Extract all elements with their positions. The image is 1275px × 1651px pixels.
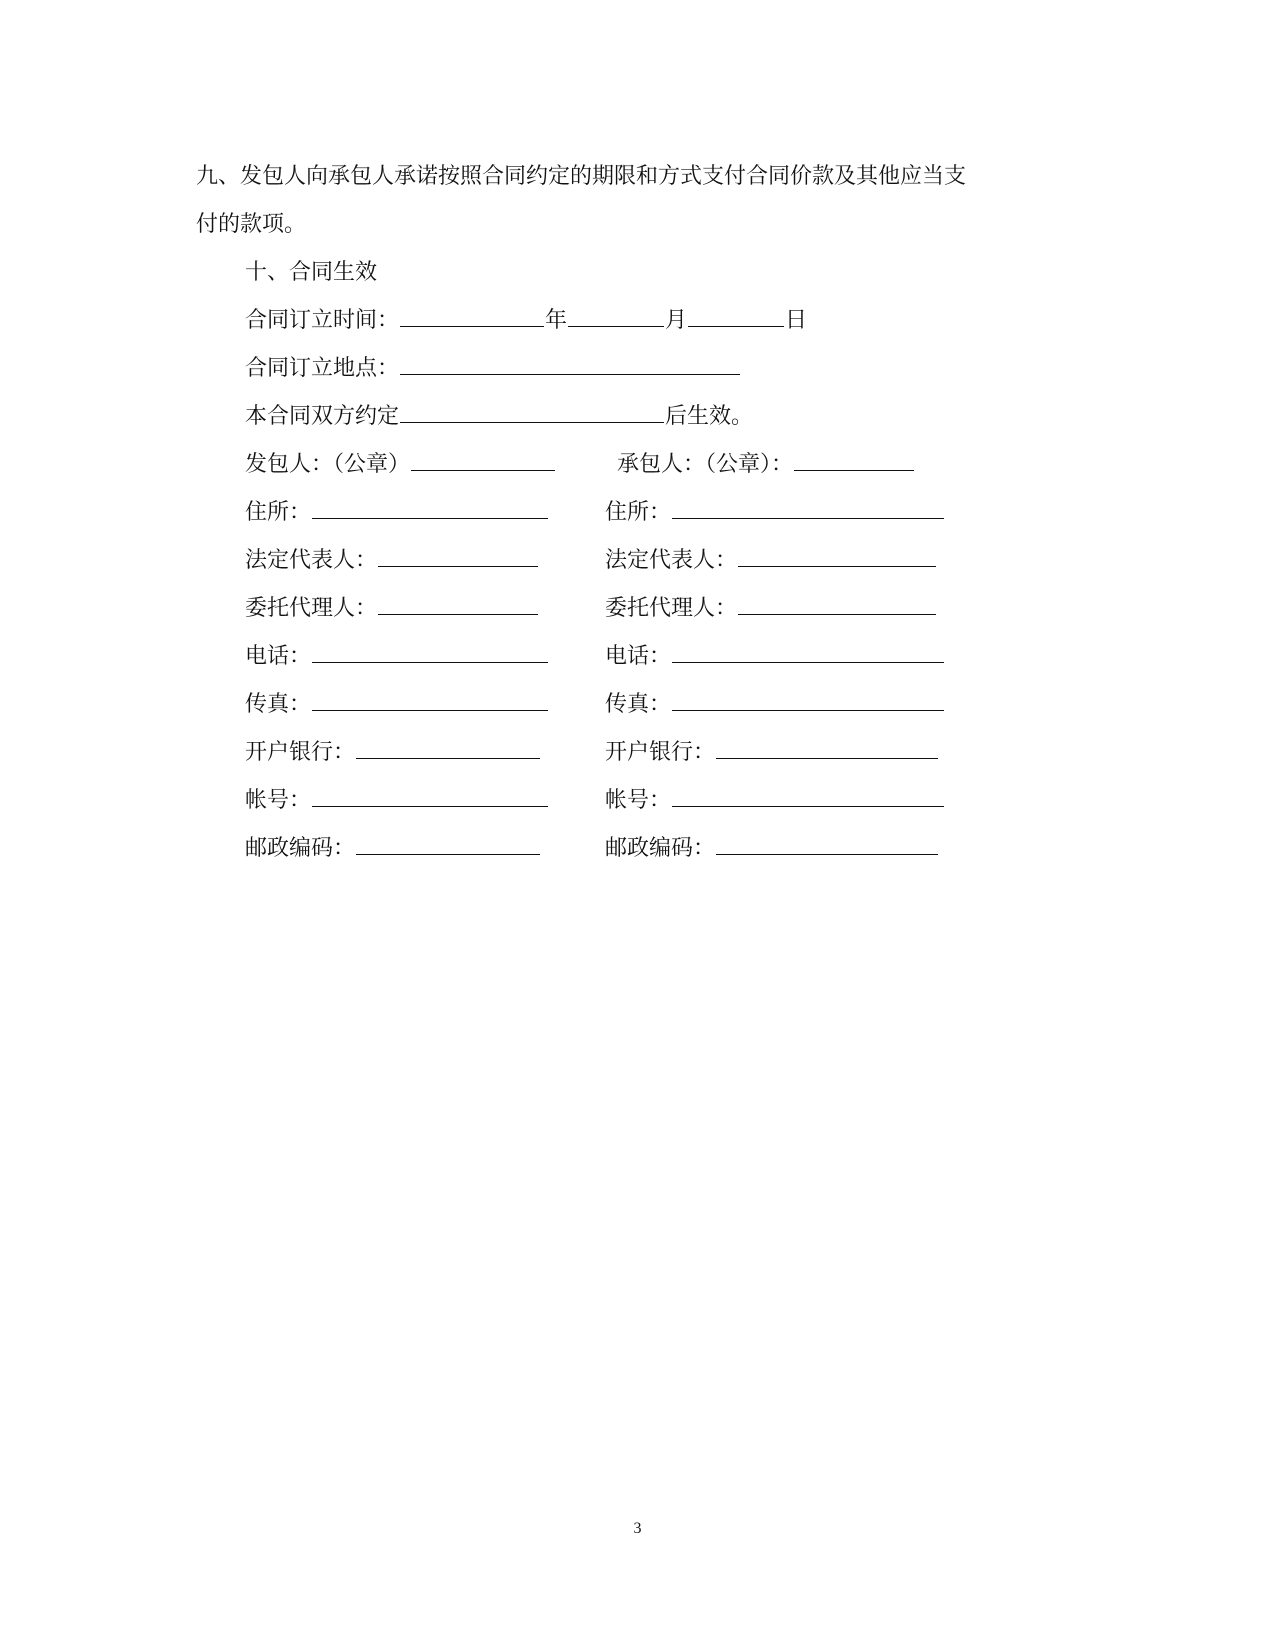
- contractor-postcode-blank[interactable]: [716, 836, 938, 855]
- contractor-agent-label: 委托代理人：: [605, 596, 738, 621]
- clause-9-line-1: 九、发包人向承包人承诺按照合同约定的期限和方式支付合同价款及其他应当支: [196, 164, 967, 189]
- employer-seal-row: [245, 450, 556, 480]
- contract-date-row: [245, 306, 807, 336]
- contract-effect-prefix: 本合同双方约定: [245, 404, 400, 429]
- employer-address-blank[interactable]: [312, 500, 548, 519]
- employer-legal-rep-label: 法定代表人：: [245, 548, 378, 573]
- contractor-legal-rep-blank[interactable]: [738, 548, 936, 567]
- clause-10-heading: 十、合同生效: [245, 260, 378, 285]
- employer-legal-rep-blank[interactable]: [378, 548, 538, 567]
- contractor-address-row: [605, 498, 945, 528]
- contract-place-row: [245, 354, 741, 384]
- employer-legal-rep-row: [245, 546, 539, 576]
- employer-account-row: [245, 786, 549, 816]
- contractor-seal-row: [617, 450, 915, 480]
- contract-place-blank[interactable]: [400, 356, 740, 375]
- employer-bank-blank[interactable]: [356, 740, 540, 759]
- contractor-fax-label: 传真：: [605, 692, 672, 717]
- contractor-fax-blank[interactable]: [672, 692, 944, 711]
- employer-postcode-label: 邮政编码：: [245, 836, 356, 861]
- employer-agent-blank[interactable]: [378, 596, 538, 615]
- contractor-postcode-label: 邮政编码：: [605, 836, 716, 861]
- contractor-address-blank[interactable]: [672, 500, 944, 519]
- month-blank[interactable]: [568, 308, 664, 327]
- contractor-account-blank[interactable]: [672, 788, 944, 807]
- employer-agent-label: 委托代理人：: [245, 596, 378, 621]
- employer-bank-row: [245, 738, 541, 768]
- contract-effect-blank[interactable]: [400, 404, 664, 423]
- contract-effect-suffix: 后生效。: [665, 404, 754, 429]
- contractor-fax-row: [605, 690, 945, 720]
- employer-phone-label: 电话：: [245, 644, 312, 669]
- contractor-account-label: 帐号：: [605, 788, 672, 813]
- contractor-agent-blank[interactable]: [738, 596, 936, 615]
- contractor-legal-rep-row: [605, 546, 937, 576]
- day-blank[interactable]: [688, 308, 784, 327]
- employer-seal-label: 发包人：（公章）: [245, 452, 411, 477]
- employer-account-blank[interactable]: [312, 788, 548, 807]
- page-number: 3: [633, 1520, 642, 1537]
- contractor-postcode-row: [605, 834, 939, 864]
- month-label: 月: [665, 308, 688, 333]
- day-label: 日: [785, 308, 808, 333]
- employer-bank-label: 开户银行：: [245, 740, 356, 765]
- employer-phone-blank[interactable]: [312, 644, 548, 663]
- employer-fax-label: 传真：: [245, 692, 312, 717]
- employer-postcode-row: [245, 834, 541, 864]
- contractor-legal-rep-label: 法定代表人：: [605, 548, 738, 573]
- year-blank[interactable]: [400, 308, 544, 327]
- contractor-seal-label: 承包人：（公章）：: [617, 452, 794, 477]
- contractor-bank-row: [605, 738, 939, 768]
- contractor-agent-row: [605, 594, 937, 624]
- employer-agent-row: [245, 594, 539, 624]
- year-label: 年: [545, 308, 568, 333]
- clause-9-line-2: 付的款项。: [196, 212, 307, 237]
- contractor-seal-blank[interactable]: [794, 452, 914, 471]
- contractor-account-row: [605, 786, 945, 816]
- employer-phone-row: [245, 642, 549, 672]
- employer-address-row: [245, 498, 549, 528]
- contractor-address-label: 住所：: [605, 500, 672, 525]
- contract-place-label: 合同订立地点：: [245, 356, 400, 381]
- employer-fax-blank[interactable]: [312, 692, 548, 711]
- contractor-phone-label: 电话：: [605, 644, 672, 669]
- employer-address-label: 住所：: [245, 500, 312, 525]
- contractor-bank-blank[interactable]: [716, 740, 938, 759]
- contractor-phone-row: [605, 642, 945, 672]
- employer-account-label: 帐号：: [245, 788, 312, 813]
- contract-date-label: 合同订立时间：: [245, 308, 400, 333]
- employer-fax-row: [245, 690, 549, 720]
- contractor-bank-label: 开户银行：: [605, 740, 716, 765]
- contractor-phone-blank[interactable]: [672, 644, 944, 663]
- employer-postcode-blank[interactable]: [356, 836, 540, 855]
- contract-effect-row: [245, 402, 753, 432]
- employer-seal-blank[interactable]: [411, 452, 555, 471]
